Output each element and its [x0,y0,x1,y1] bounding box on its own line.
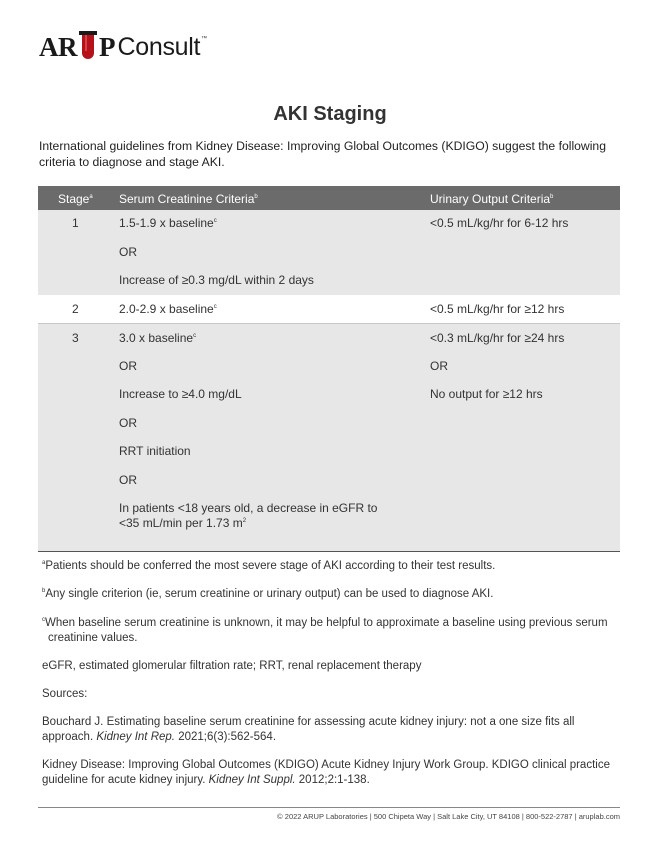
footer-rule [38,807,620,808]
footnote-c: $^c$When baseline serum creatinine is unknown, it may be helpful to approximate a baseline using previous serum creatinine values. [42,617,608,644]
creatinine-criterion: 2.0-2.9 x baseline$^c$ [119,302,217,316]
table-row [38,295,620,323]
stage-number: 2 [72,302,79,316]
logo-trademark: ™ [201,36,208,42]
urine-criterion: <0.5 mL/kg/hr for ≥12 hrs [430,302,565,316]
creatinine-criterion: RRT initiation [119,444,191,458]
urine-criterion: No output for ≥12 hrs [430,387,543,401]
intro-paragraph: International guidelines from Kidney Disease: Improving Global Outcomes (KDIGO) suggest the following criteria to diagnose and stage AKI. [39,139,606,169]
table-row [38,324,620,551]
header-creatinine: Serum Creatinine Criteria$^b$ [119,192,258,206]
urine-criterion: OR [430,359,448,373]
page-title: AKI Staging [273,103,387,125]
source-2: Kidney Disease: Improving Global Outcomes (KDIGO) Acute Kidney Injury Work Group. KDIGO clinical practice guideline for acute kidney injury. Kidney Int Suppl. 2012;2:1-138. [42,759,610,786]
logo-p: P [99,31,116,62]
creatinine-criterion: OR [119,473,137,487]
header-urine: Urinary Output Criteria$^b$ [430,192,554,206]
creatinine-criterion: OR [119,359,137,373]
source-1: Bouchard J. Estimating baseline serum creatinine for assessing acute kidney injury: not a one size fits all approach. Kidney Int Rep. 2021;6(3):562-564. [42,716,575,743]
header-stage: Stage$^a$ [58,192,93,206]
creatinine-criterion: OR [119,416,137,430]
arup-consult-logo [39,30,207,64]
stage-number: 1 [72,216,79,230]
footer-contact: © 2022 ARUP Laboratories | 500 Chipeta Way | Salt Lake City, UT 84108 | 800-522-2787 | aruplab.com [277,812,620,821]
creatinine-criterion: <35 mL/min per 1.73 $m^2$ [119,516,247,530]
sources-label: Sources: [42,688,88,700]
urine-criterion: <0.3 mL/kg/hr for ≥24 hrs [430,331,565,345]
logo-ar: AR [39,31,77,62]
creatinine-criterion: 3.0 x baseline$^c$ [119,331,197,345]
footnote-b: $^b$Any single criterion (ie, serum creatinine or urinary output) can be used to diagnose AKI. [42,588,494,600]
table-header [38,186,620,210]
logo-consult: Consult [117,32,201,61]
creatinine-criterion: Increase to ≥4.0 mg/dL [119,387,242,401]
table-bottom-rule [38,551,620,552]
creatinine-criterion: 1.5-1.9 x baseline$^c$ [119,216,217,230]
stage-number: 3 [72,331,79,345]
aki-staging-table [38,186,620,552]
test-tube-icon [78,31,98,63]
creatinine-criterion: Increase of ≥0.3 mg/dL within 2 days [119,273,314,287]
footnote-a: $^a$Patients should be conferred the most severe stage of AKI according to their test results. [42,560,496,572]
abbreviations: eGFR, estimated glomerular filtration rate; RRT, renal replacement therapy [42,660,422,672]
table-row [38,210,620,295]
creatinine-criterion: OR [119,245,137,259]
creatinine-criterion: In patients <18 years old, a decrease in eGFR to [119,501,378,515]
urine-criterion: <0.5 mL/kg/hr for 6-12 hrs [430,216,569,230]
